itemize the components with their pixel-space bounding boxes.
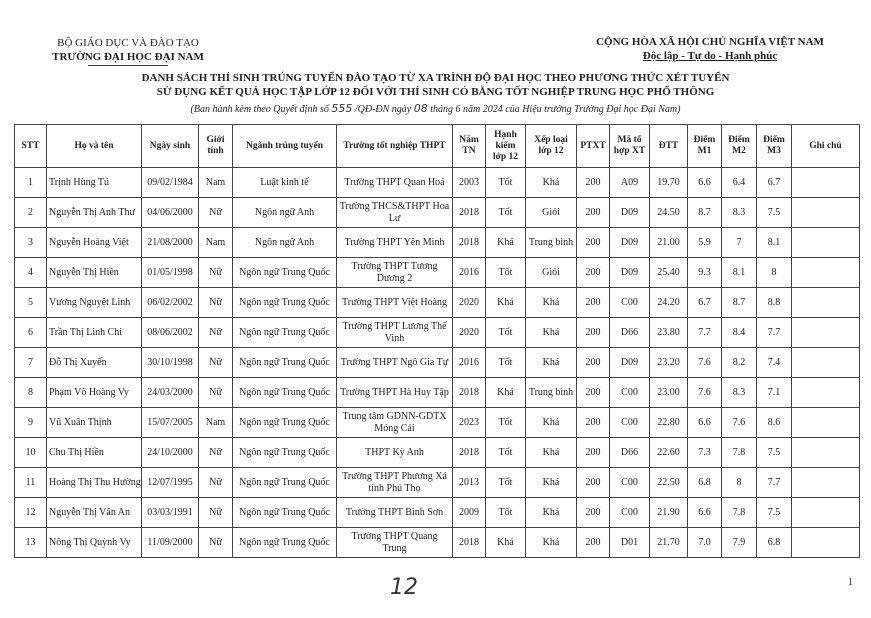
- table-cell: 2003: [453, 168, 486, 198]
- table-cell: Ngôn ngữ Trung Quốc: [233, 348, 337, 378]
- table-cell: 7.8: [722, 498, 757, 528]
- table-cell: Khá: [526, 288, 577, 318]
- table-cell: 6.8: [757, 528, 792, 558]
- table-cell: 2016: [453, 348, 486, 378]
- table-row: [15, 228, 860, 258]
- table-cell: 03/03/1991: [142, 498, 199, 528]
- table-cell: 24.50: [650, 198, 688, 228]
- column-header: Điểm M3: [757, 125, 792, 168]
- table-cell: Ngôn ngữ Anh: [233, 228, 337, 258]
- table-cell: Nguyễn Thị Anh Thư: [47, 198, 142, 228]
- table-cell: 01/05/1998: [142, 258, 199, 288]
- table-cell: [792, 258, 860, 288]
- table-cell: D09: [610, 348, 650, 378]
- table-row: [15, 378, 860, 408]
- table-cell: 8.3: [722, 378, 757, 408]
- table-cell: Khá: [526, 318, 577, 348]
- table-cell: Đỗ Thị Xuyến: [47, 348, 142, 378]
- document-title-line2: SỬ DỤNG KẾT QUẢ HỌC TẬP LỚP 12 ĐỐI VỚI THÍ SINH CÓ BẰNG TỐT NGHIỆP TRUNG HỌC PHỔ THÔNG: [156, 86, 715, 98]
- table-cell: 200: [577, 228, 610, 258]
- table-cell: 25.40: [650, 258, 688, 288]
- table-row: [15, 498, 860, 528]
- table-cell: Nữ: [199, 498, 233, 528]
- table-cell: Khá: [486, 288, 526, 318]
- table-cell: 6.6: [688, 498, 722, 528]
- column-header: Điểm M1: [688, 125, 722, 168]
- table-cell: 2018: [453, 438, 486, 468]
- table-cell: 15/07/2005: [142, 408, 199, 438]
- table-cell: Nam: [199, 168, 233, 198]
- table-cell: Khá: [486, 528, 526, 558]
- decision-reference: [0, 102, 871, 115]
- table-cell: Tốt: [486, 498, 526, 528]
- table-cell: 200: [577, 258, 610, 288]
- table-cell: 200: [577, 408, 610, 438]
- table-cell: 200: [577, 528, 610, 558]
- table-cell: 11: [15, 468, 47, 498]
- table-cell: [792, 378, 860, 408]
- table-cell: Ngôn ngữ Trung Quốc: [233, 438, 337, 468]
- table-cell: 7.7: [757, 318, 792, 348]
- table-cell: Nữ: [199, 318, 233, 348]
- table-cell: Nguyễn Hoàng Việt: [47, 228, 142, 258]
- header-rule-left: [88, 65, 168, 66]
- table-cell: Trường THPT Việt Hoàng: [337, 288, 453, 318]
- table-cell: Nữ: [199, 528, 233, 558]
- table-cell: Giỏi: [526, 198, 577, 228]
- column-header: Ngày sinh: [142, 125, 199, 168]
- table-cell: Nguyễn Thị Hiền: [47, 258, 142, 288]
- table-cell: Ngôn ngữ Anh: [233, 198, 337, 228]
- table-cell: 24.20: [650, 288, 688, 318]
- table-cell: 3: [15, 228, 47, 258]
- table-cell: 8.3: [722, 198, 757, 228]
- table-cell: 200: [577, 288, 610, 318]
- table-cell: 8.2: [722, 348, 757, 378]
- table-cell: 6: [15, 318, 47, 348]
- table-cell: 2020: [453, 288, 486, 318]
- table-cell: C00: [610, 498, 650, 528]
- table-cell: C00: [610, 378, 650, 408]
- table-cell: 5.9: [688, 228, 722, 258]
- column-header: Điểm M2: [722, 125, 757, 168]
- table-cell: 7.9: [722, 528, 757, 558]
- table-cell: Khá: [526, 168, 577, 198]
- table-cell: 08/06/2002: [142, 318, 199, 348]
- table-cell: [792, 528, 860, 558]
- table-cell: Khá: [526, 498, 577, 528]
- decision-text-c: tháng 6 năm 2024 của Hiệu trưởng Trường Đại học Đại Nam): [430, 104, 681, 115]
- table-cell: 2009: [453, 498, 486, 528]
- table-cell: 6.6: [688, 168, 722, 198]
- table-cell: 6.4: [722, 168, 757, 198]
- table-cell: Nữ: [199, 468, 233, 498]
- admission-table: [14, 124, 860, 558]
- table-cell: 12/07/1995: [142, 468, 199, 498]
- table-cell: 9: [15, 408, 47, 438]
- table-cell: 2018: [453, 528, 486, 558]
- table-cell: Trường THPT Yên Minh: [337, 228, 453, 258]
- table-cell: Chu Thị Hiền: [47, 438, 142, 468]
- table-cell: 5: [15, 288, 47, 318]
- table-cell: 200: [577, 378, 610, 408]
- decision-text-b: /QĐ-ĐN ngày: [354, 104, 412, 115]
- table-cell: Trường THPT Hà Huy Tập: [337, 378, 453, 408]
- table-cell: Ngôn ngữ Trung Quốc: [233, 378, 337, 408]
- table-cell: 24/03/2000: [142, 378, 199, 408]
- table-cell: 2018: [453, 378, 486, 408]
- table-cell: Tốt: [486, 438, 526, 468]
- table-cell: Nam: [199, 228, 233, 258]
- table-cell: 7.1: [757, 378, 792, 408]
- table-cell: 2018: [453, 228, 486, 258]
- table-cell: Trường THPT Lương Thế Vinh: [337, 318, 453, 348]
- table-cell: Trung bình: [526, 228, 577, 258]
- table-row: [15, 528, 860, 558]
- table-cell: 8.1: [757, 228, 792, 258]
- table-cell: 21.70: [650, 528, 688, 558]
- table-cell: Tốt: [486, 168, 526, 198]
- table-cell: 7: [15, 348, 47, 378]
- table-cell: Tốt: [486, 198, 526, 228]
- table-row: [15, 198, 860, 228]
- table-cell: Ngôn ngữ Trung Quốc: [233, 528, 337, 558]
- table-cell: 2020: [453, 318, 486, 348]
- table-cell: Khá: [526, 408, 577, 438]
- table-cell: Trung bình: [526, 378, 577, 408]
- table-cell: 200: [577, 348, 610, 378]
- table-row: [15, 168, 860, 198]
- table-cell: Trường THPT Quan Hoá: [337, 168, 453, 198]
- table-cell: 11/09/2000: [142, 528, 199, 558]
- table-cell: 21.90: [650, 498, 688, 528]
- table-cell: Luật kinh tế: [233, 168, 337, 198]
- table-cell: 8.8: [757, 288, 792, 318]
- table-cell: 7.7: [688, 318, 722, 348]
- table-cell: Tốt: [486, 318, 526, 348]
- table-cell: Ngôn ngữ Trung Quốc: [233, 258, 337, 288]
- table-cell: 8: [722, 468, 757, 498]
- table-cell: D01: [610, 528, 650, 558]
- table-cell: 6.7: [688, 288, 722, 318]
- table-cell: 1: [15, 168, 47, 198]
- table-cell: 23.20: [650, 348, 688, 378]
- table-cell: 8.1: [722, 258, 757, 288]
- table-row: [15, 258, 860, 288]
- table-cell: 200: [577, 198, 610, 228]
- table-cell: 7.5: [757, 438, 792, 468]
- table-cell: [792, 348, 860, 378]
- table-cell: 9.3: [688, 258, 722, 288]
- table-cell: THPT Kỳ Anh: [337, 438, 453, 468]
- table-cell: [792, 198, 860, 228]
- table-cell: 7.3: [688, 438, 722, 468]
- table-cell: 2016: [453, 258, 486, 288]
- decision-text-a: (Ban hành kèm theo Quyết định số: [190, 104, 329, 115]
- table-cell: Nữ: [199, 348, 233, 378]
- table-cell: 200: [577, 168, 610, 198]
- university-name: TRƯỜNG ĐẠI HỌC ĐẠI NAM: [52, 51, 204, 63]
- table-cell: Trường THPT Tương Dương 2: [337, 258, 453, 288]
- table-cell: C00: [610, 468, 650, 498]
- table-cell: C00: [610, 288, 650, 318]
- column-header: Ngành trúng tuyển: [233, 125, 337, 168]
- table-cell: C00: [610, 408, 650, 438]
- table-cell: 8: [15, 378, 47, 408]
- table-cell: 22.80: [650, 408, 688, 438]
- table-cell: 7.4: [757, 348, 792, 378]
- table-cell: 7.0: [688, 528, 722, 558]
- table-cell: [792, 168, 860, 198]
- table-cell: D09: [610, 228, 650, 258]
- column-header: PTXT: [577, 125, 610, 168]
- table-cell: 200: [577, 468, 610, 498]
- table-cell: Trịnh Hùng Tú: [47, 168, 142, 198]
- table-cell: Ngôn ngữ Trung Quốc: [233, 408, 337, 438]
- table-cell: Hoàng Thị Thu Hường: [47, 468, 142, 498]
- table-cell: Tốt: [486, 348, 526, 378]
- table-cell: [792, 228, 860, 258]
- table-cell: 7.5: [757, 498, 792, 528]
- table-cell: 8.4: [722, 318, 757, 348]
- table-cell: Tốt: [486, 258, 526, 288]
- table-cell: 21/08/2000: [142, 228, 199, 258]
- table-cell: 8.7: [688, 198, 722, 228]
- table-cell: Nữ: [199, 258, 233, 288]
- table-cell: D09: [610, 198, 650, 228]
- decision-day: 08: [413, 102, 428, 115]
- column-header: Trường tốt nghiệp THPT: [337, 125, 453, 168]
- table-cell: [792, 318, 860, 348]
- table-cell: 8.7: [722, 288, 757, 318]
- table-cell: 7.5: [757, 198, 792, 228]
- table-row: [15, 348, 860, 378]
- column-header: Năm TN: [453, 125, 486, 168]
- table-cell: 2018: [453, 198, 486, 228]
- column-header: Giới tính: [199, 125, 233, 168]
- table-cell: 7.6: [688, 378, 722, 408]
- table-cell: Trường THPT Phương Xá tỉnh Phú Thọ: [337, 468, 453, 498]
- table-cell: 21.00: [650, 228, 688, 258]
- table-cell: Khá: [486, 378, 526, 408]
- column-header: Ghi chú: [792, 125, 860, 168]
- table-body: [15, 168, 860, 558]
- table-cell: 22.50: [650, 468, 688, 498]
- table-cell: Vương Nguyệt Linh: [47, 288, 142, 318]
- table-cell: Vũ Xuân Thịnh: [47, 408, 142, 438]
- table-cell: Trường THCS&THPT Hoa Lư: [337, 198, 453, 228]
- table-cell: Nông Thị Quỳnh Vy: [47, 528, 142, 558]
- handwritten-page-mark: 12: [390, 575, 418, 600]
- table-cell: Trường THPT Ngô Gia Tự: [337, 348, 453, 378]
- table-cell: 22.60: [650, 438, 688, 468]
- table-row: [15, 408, 860, 438]
- table-cell: 7: [722, 228, 757, 258]
- table-cell: [792, 408, 860, 438]
- table-cell: Phạm Võ Hoàng Vy: [47, 378, 142, 408]
- table-cell: Khá: [486, 228, 526, 258]
- table-cell: 8.6: [757, 408, 792, 438]
- table-cell: 8: [757, 258, 792, 288]
- decision-number: 555: [331, 102, 353, 115]
- table-cell: 2: [15, 198, 47, 228]
- table-cell: 6.8: [688, 468, 722, 498]
- table-cell: [792, 438, 860, 468]
- table-cell: 7.8: [722, 438, 757, 468]
- table-row: [15, 438, 860, 468]
- column-header: Xếp loại lớp 12: [526, 125, 577, 168]
- table-cell: 200: [577, 318, 610, 348]
- table-cell: Khá: [526, 528, 577, 558]
- table-cell: [792, 288, 860, 318]
- table-cell: 200: [577, 498, 610, 528]
- ministry-header: [28, 36, 228, 66]
- ministry-name: BỘ GIÁO DỤC VÀ ĐÀO TẠO: [57, 37, 199, 49]
- column-header: STT: [15, 125, 47, 168]
- table-cell: Khá: [526, 348, 577, 378]
- table-header-row: [15, 125, 860, 168]
- table-cell: 2013: [453, 468, 486, 498]
- table-row: [15, 318, 860, 348]
- table-cell: 7.6: [688, 348, 722, 378]
- table-row: [15, 468, 860, 498]
- table-cell: Trường THPT Bình Sơn: [337, 498, 453, 528]
- table-cell: Nữ: [199, 198, 233, 228]
- table-cell: Ngôn ngữ Trung Quốc: [233, 318, 337, 348]
- table-cell: Nữ: [199, 288, 233, 318]
- table-cell: 24/10/2000: [142, 438, 199, 468]
- table-cell: Nữ: [199, 438, 233, 468]
- table-cell: 2023: [453, 408, 486, 438]
- table-cell: Ngôn ngữ Trung Quốc: [233, 468, 337, 498]
- table-cell: Khá: [526, 438, 577, 468]
- motto: Độc lập - Tự do - Hạnh phúc: [642, 50, 778, 62]
- table-cell: 13: [15, 528, 47, 558]
- column-header: Họ và tên: [47, 125, 142, 168]
- table-cell: [792, 498, 860, 528]
- table-cell: 6.7: [757, 168, 792, 198]
- column-header: ĐTT: [650, 125, 688, 168]
- country-name: CỘNG HÒA XÃ HỘI CHỦ NGHĨA VIỆT NAM: [596, 36, 824, 48]
- document-title-line1: DANH SÁCH THÍ SINH TRÚNG TUYỂN ĐÀO TẠO TỪ XA TRÌNH ĐỘ ĐẠI HỌC THEO PHƯƠNG THỨC XÉT TUYỂN: [141, 72, 730, 84]
- table-cell: D09: [610, 258, 650, 288]
- table-cell: 6.6: [688, 408, 722, 438]
- table-cell: 12: [15, 498, 47, 528]
- table-cell: 4: [15, 258, 47, 288]
- table-cell: Giỏi: [526, 258, 577, 288]
- table-cell: D66: [610, 438, 650, 468]
- table-cell: Tốt: [486, 468, 526, 498]
- table-cell: 10: [15, 438, 47, 468]
- table-cell: Tốt: [486, 408, 526, 438]
- table-cell: 19.70: [650, 168, 688, 198]
- table-cell: Ngôn ngữ Trung Quốc: [233, 498, 337, 528]
- table-cell: 23.80: [650, 318, 688, 348]
- national-motto: [590, 35, 830, 63]
- table-cell: 09/02/1984: [142, 168, 199, 198]
- page-number: 1: [848, 577, 853, 588]
- table-cell: [792, 468, 860, 498]
- table-cell: 23.00: [650, 378, 688, 408]
- table-cell: Trường THPT Quang Trung: [337, 528, 453, 558]
- table-cell: 30/10/1998: [142, 348, 199, 378]
- table-cell: 200: [577, 438, 610, 468]
- column-header: Hạnh kiểm lớp 12: [486, 125, 526, 168]
- table-cell: Ngôn ngữ Trung Quốc: [233, 288, 337, 318]
- table-row: [15, 288, 860, 318]
- table-cell: 06/02/2002: [142, 288, 199, 318]
- column-header: Mã tổ hợp XT: [610, 125, 650, 168]
- table-cell: 04/06/2000: [142, 198, 199, 228]
- table-cell: A09: [610, 168, 650, 198]
- table-cell: Nam: [199, 408, 233, 438]
- table-cell: 7.6: [722, 408, 757, 438]
- table-cell: 7.7: [757, 468, 792, 498]
- table-cell: Nguyễn Thị Vân An: [47, 498, 142, 528]
- table-cell: Nữ: [199, 378, 233, 408]
- table-cell: D66: [610, 318, 650, 348]
- table-cell: Trung tâm GDNN-GDTX Móng Cái: [337, 408, 453, 438]
- table-cell: Trần Thị Linh Chi: [47, 318, 142, 348]
- table-cell: Khá: [526, 468, 577, 498]
